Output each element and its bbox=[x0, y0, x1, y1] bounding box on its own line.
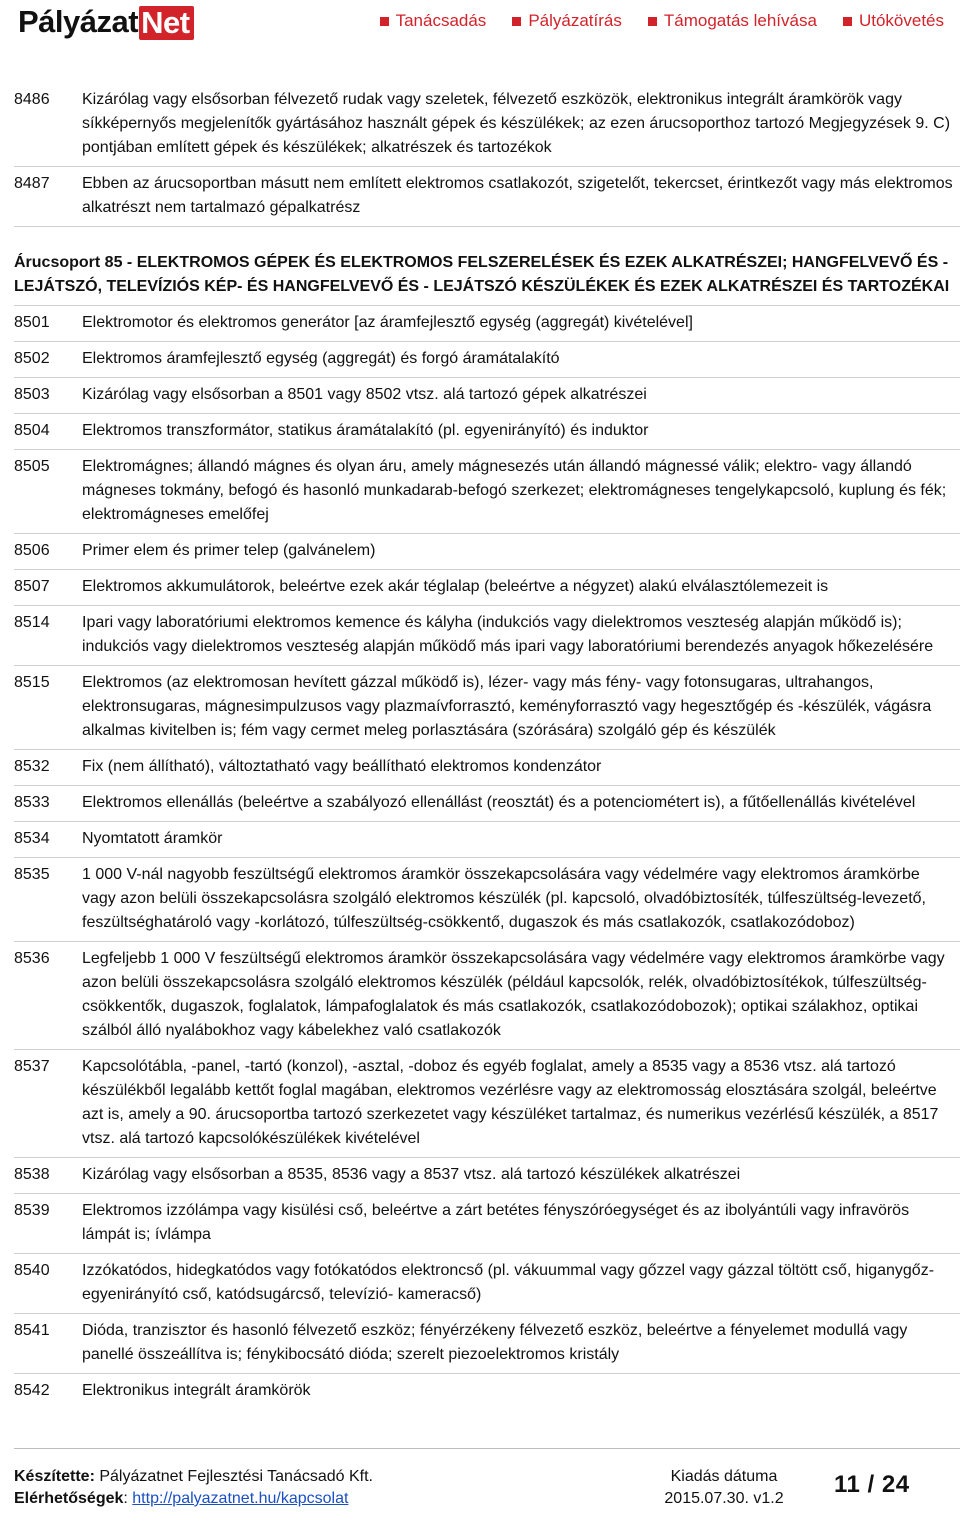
row-code: 8515 bbox=[14, 674, 50, 691]
table-row bbox=[14, 606, 960, 666]
row-description: Elektronikus integrált áramkörök bbox=[82, 1382, 311, 1399]
row-code: 8538 bbox=[14, 1166, 50, 1183]
row-description: Elektromotor és elektromos generátor [az áramfejlesztő egység (aggregát) kivételével] bbox=[82, 314, 693, 331]
table-row bbox=[14, 1050, 960, 1158]
logo-text-b: Net bbox=[139, 6, 193, 40]
table-row bbox=[14, 83, 960, 167]
section-title: Árucsoport 85 - ELEKTROMOS GÉPEK ÉS ELEKTROMOS FELSZERELÉSEK ÉS EZEK ALKATRÉSZEI; HANGFELVEVŐ ÉS - LEJÁTSZÓ, TELEVÍZIÓS KÉP- ÉS HANGFELVEVŐ ÉS - LEJÁTSZÓ KÉSZÜLÉKEK ÉS EZEK ALKATRÉSZEI ÉS TARTOZÉKAI bbox=[14, 227, 960, 306]
square-bullet-icon bbox=[512, 17, 521, 26]
nav-label: Pályázatírás bbox=[528, 11, 622, 30]
contact-label: Elérhetőségek bbox=[14, 1490, 124, 1507]
table-row bbox=[14, 858, 960, 942]
row-description: Elektromos akkumulátorok, beleértve ezek akár téglalap (beleértve a négyzet) alakú elválasztólemezeit is bbox=[82, 578, 829, 595]
square-bullet-icon bbox=[380, 17, 389, 26]
table-row bbox=[14, 342, 960, 378]
date-label: Kiadás dátuma bbox=[670, 1468, 778, 1485]
table-row bbox=[14, 1158, 960, 1194]
row-description: Elektromos (az elektromosan hevített gázzal működő is), lézer- vagy más fény- vagy fotonsugaras, ultrahangos, elektronsugaras, mágnesimpulzusos vagy plazmaívforrasztó, keményforrasztó vagy hegesztőgép és -készülék, vágásra alkalmas kivitelben is; fém vagy cermet meleg porlasztására (szórására) szolgáló gép és készülék bbox=[82, 674, 932, 739]
release-date bbox=[654, 1466, 794, 1510]
row-description: Elektromágnes; állandó mágnes és olyan áru, amely mágnesezés után állandó mágnessé válik; elektro- vagy állandó mágneses tokmány, befogó és hasonló munkadarab-befogó szerkezet; elektromágneses tengelykapcsoló, kuplung és fék; elektromágneses emelőfej bbox=[82, 458, 947, 523]
table-row bbox=[14, 414, 960, 450]
table-row bbox=[14, 1194, 960, 1254]
table-row bbox=[14, 534, 960, 570]
row-description: Ipari vagy laboratóriumi elektromos kemence és kályha (indukciós vagy dielektromos veszteség alapján működő is); indukciós vagy dielektromos veszteség alapján működő más ipari vagy laboratóriumi berendezés anyagok hőkezelésére bbox=[82, 614, 934, 655]
row-code: 8514 bbox=[14, 614, 50, 631]
row-description: Kapcsolótábla, -panel, -tartó (konzol), -asztal, -doboz és egyéb foglalat, amely a 8535 vagy a 8536 vtsz. alá tartozó készülékből legalább kettőt foglal magában, elektromos vezérlésre vagy az elektromosság elosztására szolgál, beleértve azt is, amely a 90. árucsoportba tartozó szerkezetet vagy készüléket tartalmaz, és numerikus vezérlésű készülék, a 8517 vtsz. alá tartozó kapcsolókészülékek kivételével bbox=[82, 1058, 939, 1147]
palyazatnet-logo[interactable] bbox=[18, 4, 194, 40]
row-code: 8542 bbox=[14, 1382, 50, 1399]
table-row bbox=[14, 1254, 960, 1314]
date-value: 2015.07.30. v1.2 bbox=[664, 1490, 784, 1507]
nav-item-palyazatiras[interactable] bbox=[512, 11, 622, 31]
made-by-label: Készítette: bbox=[14, 1468, 95, 1485]
row-description: Nyomtatott áramkör bbox=[82, 830, 223, 847]
row-code: 8504 bbox=[14, 422, 50, 439]
made-by-value: Pályázatnet Fejlesztési Tanácsadó Kft. bbox=[99, 1468, 373, 1485]
nav-label: Támogatás lehívása bbox=[663, 11, 817, 30]
row-description: Elektromos transzformátor, statikus áramátalakító (pl. egyenirányító) és induktor bbox=[82, 422, 649, 439]
nav-item-tamogatas-lehivasa[interactable] bbox=[648, 11, 817, 31]
nav-label: Utókövetés bbox=[858, 11, 944, 30]
footer-credits bbox=[14, 1466, 373, 1510]
logo-text-a: Pályázat bbox=[18, 4, 139, 39]
row-description: Elektromos ellenállás (beleértve a szabályozó ellenállást (reosztát) és a potenciométert is), a fűtőellenállás kivételével bbox=[82, 794, 916, 811]
table-row bbox=[14, 1314, 960, 1374]
nav-item-utokovetes[interactable] bbox=[843, 11, 944, 31]
main-nav bbox=[380, 11, 944, 31]
table-row bbox=[14, 666, 960, 750]
row-code: 8540 bbox=[14, 1262, 50, 1279]
row-code: 8536 bbox=[14, 950, 50, 967]
nav-label: Tanácsadás bbox=[395, 11, 487, 30]
contact-link[interactable]: http://palyazatnet.hu/kapcsolat bbox=[132, 1490, 349, 1507]
nav-item-tanacsadas[interactable] bbox=[380, 11, 487, 31]
table-row bbox=[14, 750, 960, 786]
page-number: 11 / 24 bbox=[834, 1471, 910, 1498]
row-description: Kizárólag vagy elsősorban a 8501 vagy 8502 vtsz. alá tartozó gépek alkatrészei bbox=[82, 386, 647, 403]
row-code: 8503 bbox=[14, 386, 50, 403]
row-code: 8535 bbox=[14, 866, 50, 883]
row-description: Kizárólag vagy elsősorban félvezető rudak vagy szeletek, félvezető eszközök, elektronikus integrált áramkörök vagy síkképernyős megjelenítők gyártásához használt gépek és készülékek; az ezen árucsoporthoz tartozó Megjegyzések 9. C) pontjában említett gépek és készülékek; alkatrészek és tartozékok bbox=[82, 91, 951, 156]
row-description: Elektromos izzólámpa vagy kisülési cső, beleértve a zárt betétes fényszóróegységet és az ibolyántúli vagy infravörös lámpát is; ívlámpa bbox=[82, 1202, 910, 1243]
row-code: 8537 bbox=[14, 1058, 50, 1075]
table-row bbox=[14, 822, 960, 858]
square-bullet-icon bbox=[843, 17, 852, 26]
row-code: 8534 bbox=[14, 830, 50, 847]
table-row bbox=[14, 306, 960, 342]
table-row bbox=[14, 1374, 960, 1409]
row-description: 1 000 V-nál nagyobb feszültségű elektromos áramkör összekapcsolására vagy védelmére vagy elektromos áramkörbe vagy azon belüli összekapcsolásra szolgáló elektromos készülék (pl. kapcsoló, olvadóbiztosíték, túlfeszültség-levezető, feszültséghatároló vagy -korlátozó, túlfeszültség-csökkentő, dugaszok és más csatlakozók, csatlakozódoboz) bbox=[82, 866, 926, 931]
tariff-table bbox=[14, 83, 960, 1409]
row-code: 8532 bbox=[14, 758, 50, 775]
row-code: 8541 bbox=[14, 1322, 50, 1339]
row-code: 8502 bbox=[14, 350, 50, 367]
square-bullet-icon bbox=[648, 17, 657, 26]
table-row bbox=[14, 167, 960, 227]
table-row bbox=[14, 378, 960, 414]
row-description: Primer elem és primer telep (galvánelem) bbox=[82, 542, 376, 559]
row-code: 8487 bbox=[14, 175, 50, 192]
row-code: 8533 bbox=[14, 794, 50, 811]
row-description: Izzókatódos, hidegkatódos vagy fotókatódos elektroncső (pl. vákuummal vagy gőzzel vagy gázzal töltött cső, higanygőz-egyenirányító cső, katódsugárcső, televízió- kameracső) bbox=[82, 1262, 935, 1303]
row-description: Legfeljebb 1 000 V feszültségű elektromos áramkör összekapcsolására vagy védelmére vagy elektromos áramkörbe vagy azon belüli összekapcsolásra szolgáló elektromos készülék (például kapcsolók, relék, olvadóbiztosítékok, túlfeszültség-csökkentők, dugaszok, foglalatok, lámpafoglalatok és más csatlakozók, csatlakozódobozok); optikai szálakhoz, optikai szálból álló nyalábokhoz vagy kábelekhez való csatlakozók bbox=[82, 950, 945, 1039]
table-row bbox=[14, 570, 960, 606]
row-description: Elektromos áramfejlesztő egység (aggregát) és forgó áramátalakító bbox=[82, 350, 560, 367]
row-code: 8505 bbox=[14, 458, 50, 475]
table-row bbox=[14, 786, 960, 822]
table-row bbox=[14, 942, 960, 1050]
contact-colon: : bbox=[123, 1490, 133, 1507]
row-description: Kizárólag vagy elsősorban a 8535, 8536 vagy a 8537 vtsz. alá tartozó készülékek alkatrészei bbox=[82, 1166, 741, 1183]
row-description: Dióda, tranzisztor és hasonló félvezető eszköz; fényérzékeny félvezető eszköz, beleértve a fényelemet modullá vagy panellé összeállítva is; fénykibocsátó dióda; szerelt piezoelektromos kristály bbox=[82, 1322, 908, 1363]
table-row bbox=[14, 450, 960, 534]
row-code: 8507 bbox=[14, 578, 50, 595]
row-code: 8506 bbox=[14, 542, 50, 559]
row-code: 8539 bbox=[14, 1202, 50, 1219]
row-code: 8486 bbox=[14, 91, 50, 108]
row-description: Ebben az árucsoportban másutt nem említett elektromos csatlakozót, szigetelőt, tekercset, érintkezőt vagy más elektromos alkatrészt nem tartalmazó gépalkatrész bbox=[82, 175, 953, 216]
row-code: 8501 bbox=[14, 314, 50, 331]
page-footer bbox=[14, 1466, 960, 1510]
page-header bbox=[0, 0, 960, 46]
footer-divider bbox=[14, 1448, 960, 1449]
row-description: Fix (nem állítható), változtatható vagy beállítható elektromos kondenzátor bbox=[82, 758, 602, 775]
